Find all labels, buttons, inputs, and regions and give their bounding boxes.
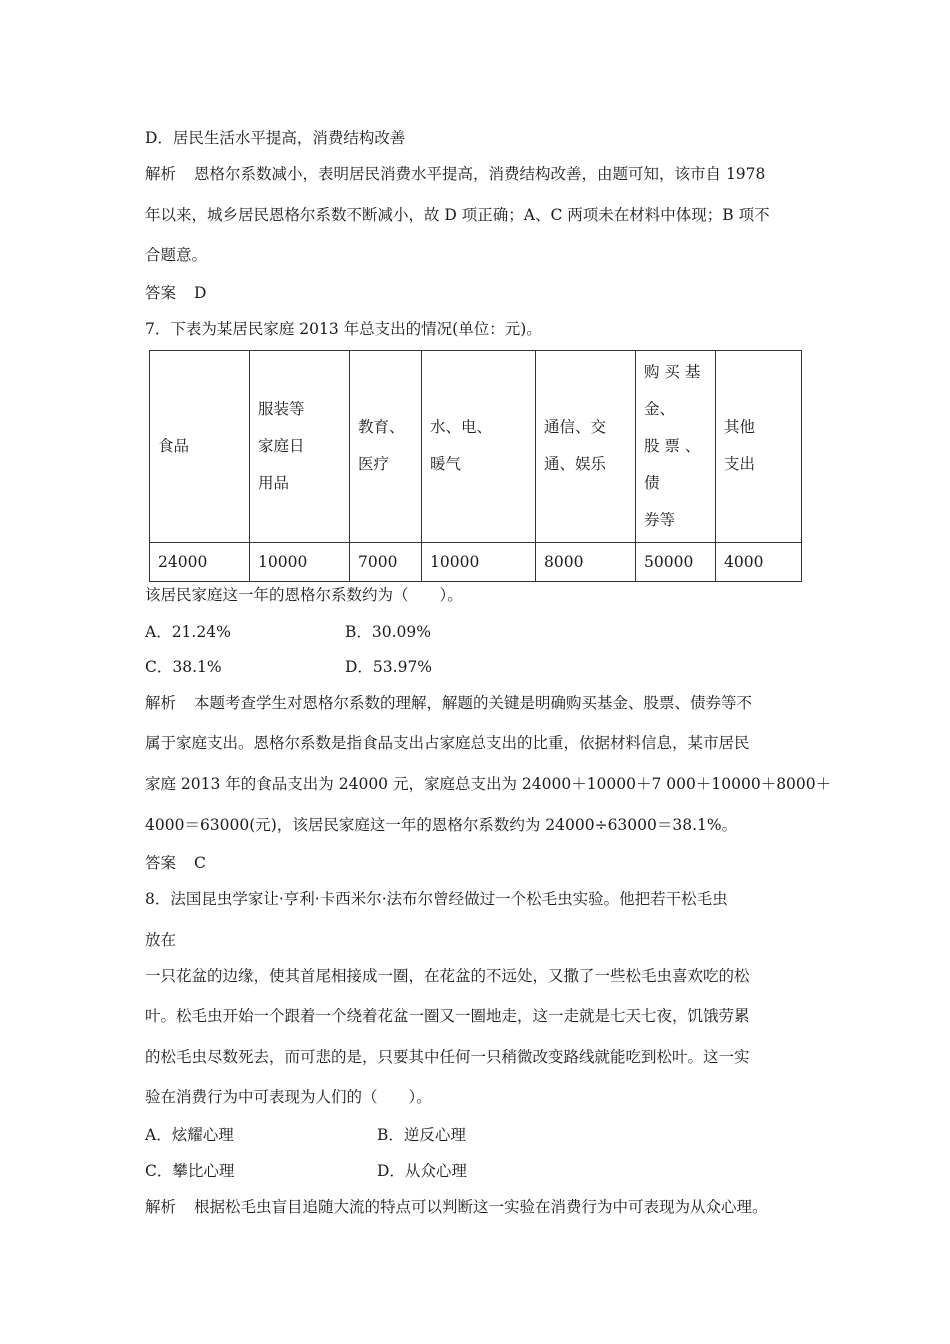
value-cell-education: 7000 bbox=[350, 542, 422, 581]
header-cell-communication: 通信、交 通、娱乐 bbox=[536, 351, 636, 543]
q8-option-c: C．攀比心理 bbox=[145, 1162, 235, 1180]
analysis-label: 解析 bbox=[145, 1198, 177, 1216]
q8-option-a: A．炫耀心理 bbox=[145, 1126, 234, 1144]
value-cell-communication: 8000 bbox=[536, 542, 636, 581]
q7-answer bbox=[145, 853, 206, 873]
q8-stem-line-1: 8．法国昆虫学家让·亨利·卡西米尔·法布尔曾经做过一个松毛虫实验。他把若干松毛虫 bbox=[145, 890, 728, 908]
prev-analysis-line-1 bbox=[145, 164, 765, 184]
q8-stem-line-6: 验在消费行为中可表现为人们的（ ）。 bbox=[145, 1088, 432, 1106]
q8-analysis bbox=[145, 1197, 768, 1217]
q8-stem-line-3: 一只花盆的边缘，使其首尾相接成一圈，在花盆的不远处，又撒了一些松毛虫喜欢吃的松 bbox=[145, 967, 750, 985]
q8-stem-line-2: 放在 bbox=[145, 931, 177, 949]
value-cell-utilities: 10000 bbox=[422, 542, 536, 581]
q7-question: 该居民家庭这一年的恩格尔系数约为（ ）。 bbox=[145, 586, 463, 604]
q7-analysis-line-2: 属于家庭支出。恩格尔系数是指食品支出占家庭总支出的比重，依据材料信息，某市居民 bbox=[145, 734, 750, 752]
header-cell-utilities: 水、电、 暖气 bbox=[422, 351, 536, 543]
q7-option-d: D．53.97% bbox=[345, 658, 433, 676]
analysis-text: 本题考查学生对恩格尔系数的理解，解题的关键是明确购买基金、股票、债券等不 bbox=[194, 694, 753, 712]
value-cell-investment: 50000 bbox=[636, 542, 716, 581]
analysis-text: 恩格尔系数减小，表明居民消费水平提高，消费结构改善，由题可知，该市自 1978 bbox=[194, 165, 766, 183]
q7-analysis-line-4: 4000＝63000(元)，该居民家庭这一年的恩格尔系数约为 24000÷63000＝38.1%。 bbox=[145, 816, 738, 834]
answer-value: D bbox=[194, 284, 207, 302]
header-cell-investment: 购 买 基 金、 股 票 、 债 券等 bbox=[636, 351, 716, 543]
q7-option-a: A．21.24% bbox=[145, 623, 231, 641]
answer-label: 答案 bbox=[145, 854, 177, 872]
q8-option-b: B．逆反心理 bbox=[377, 1126, 466, 1144]
value-cell-other: 4000 bbox=[716, 542, 802, 581]
table-row bbox=[150, 542, 802, 581]
header-cell-other: 其他 支出 bbox=[716, 351, 802, 543]
header-cell-food: 食品 bbox=[150, 351, 250, 543]
prev-analysis-line-2: 年以来，城乡居民恩格尔系数不断减小，故 D 项正确；A、C 两项未在材料中体现；B 项不 bbox=[145, 206, 770, 224]
q7-option-b: B．30.09% bbox=[345, 623, 431, 641]
header-cell-education: 教育、 医疗 bbox=[350, 351, 422, 543]
q7-option-c: C．38.1% bbox=[145, 658, 222, 676]
expense-table bbox=[149, 350, 802, 582]
answer-label: 答案 bbox=[145, 284, 177, 302]
value-cell-food: 24000 bbox=[150, 542, 250, 581]
answer-value: C bbox=[194, 854, 206, 872]
table-header-row bbox=[150, 351, 802, 543]
q8-stem-line-4: 叶。松毛虫开始一个跟着一个绕着花盆一圈又一圈地走，这一走就是七天七夜，饥饿劳累 bbox=[145, 1007, 750, 1025]
q8-stem-line-5: 的松毛虫尽数死去，而可悲的是，只要其中任何一只稍微改变路线就能吃到松叶。这一实 bbox=[145, 1048, 750, 1066]
q8-option-d: D．从众心理 bbox=[377, 1162, 467, 1180]
q7-analysis-line-3: 家庭 2013 年的食品支出为 24000 元，家庭总支出为 24000＋10000＋7 000＋10000＋8000＋ bbox=[145, 775, 832, 793]
analysis-label: 解析 bbox=[145, 165, 177, 183]
q7-stem: 7．下表为某居民家庭 2013 年总支出的情况(单位：元)。 bbox=[145, 320, 542, 338]
analysis-text: 根据松毛虫盲目追随大流的特点可以判断这一实验在消费行为中可表现为从众心理。 bbox=[194, 1198, 768, 1216]
value-cell-clothing: 10000 bbox=[250, 542, 350, 581]
header-cell-clothing: 服装等 家庭日 用品 bbox=[250, 351, 350, 543]
prev-analysis-line-3: 合题意。 bbox=[145, 246, 208, 264]
analysis-label: 解析 bbox=[145, 694, 177, 712]
prev-answer bbox=[145, 283, 206, 303]
prev-option-d: D．居民生活水平提高，消费结构改善 bbox=[145, 129, 406, 147]
q7-analysis-line-1 bbox=[145, 693, 752, 713]
